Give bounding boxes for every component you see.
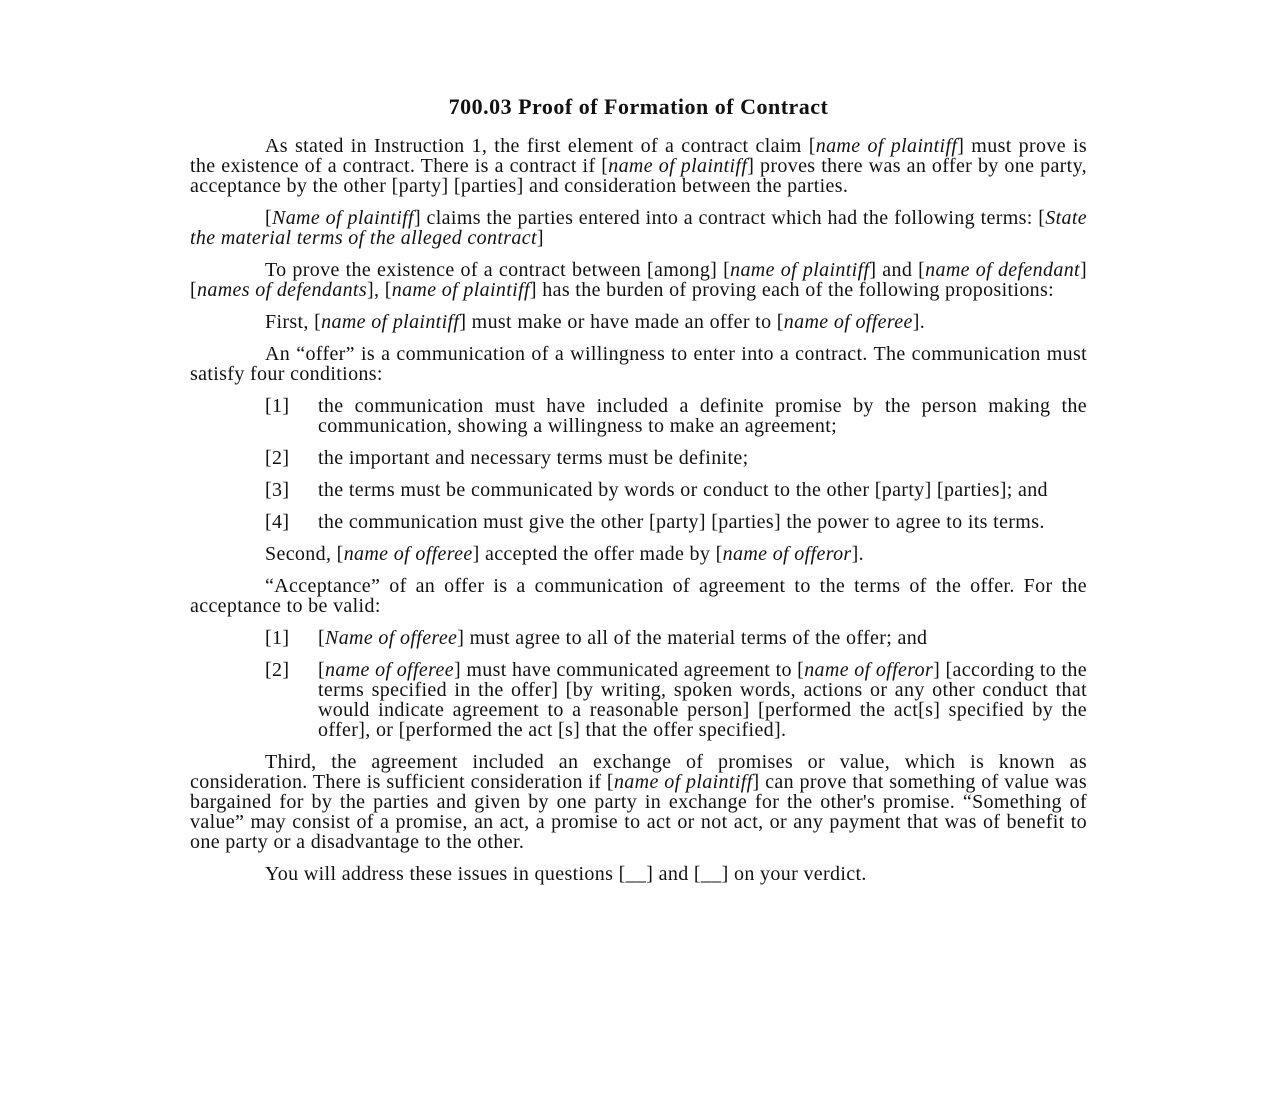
placeholder-run: name of plaintiff [321, 311, 460, 333]
acceptance-conditions-list [190, 628, 1087, 740]
paragraph-offer-definition [190, 344, 1087, 384]
document-title: 700.03 Proof of Formation of Contract [448, 94, 829, 119]
placeholder-run: names of defendants [197, 279, 367, 301]
text-run: ] [536, 227, 544, 249]
text-run: As stated in Instruction 1, the first element of a contract claim [ [265, 135, 816, 157]
text-run: ] must prove is the existence of a contract. There is a contract if [ [190, 135, 1088, 177]
text-run: the communication must give the other [party] [parties] the power to agree to its terms. [318, 511, 1045, 533]
placeholder-run: State the material terms of the alleged contract [190, 207, 1087, 249]
text-run: the important and necessary terms must be definite; [318, 447, 749, 469]
paragraph-second-proposition [190, 544, 1087, 564]
text-run: ] has the burden of proving each of the following propositions: [529, 279, 1055, 301]
text-run: [ [265, 207, 273, 229]
list-item-marker: [1] [265, 395, 290, 417]
text-run: ] [according to the terms specified in the offer] [by writing, spoken words, actions or any other conduct that would indicate agreement to a reasonable person] [performed the act[s] specified by the offer], or [performed the act [s] that the offer specified]. [318, 659, 1088, 741]
list-item-marker: [4] [265, 511, 290, 533]
paragraph-first-proposition [190, 312, 1087, 332]
paragraph-verdict-reference [190, 864, 1087, 884]
placeholder-run: name of offeror [722, 543, 852, 565]
text-run: Third, the agreement included an exchange of promises or value, which is known as consideration. There is sufficient consideration if [ [190, 751, 1087, 793]
placeholder-run: Name of offeree [325, 627, 458, 649]
paragraph-acceptance-definition [190, 576, 1087, 616]
text-run: “Acceptance” of an offer is a communication of agreement to the terms of the offer. For the acceptance to be valid: [190, 575, 1087, 617]
list-item-marker: [2] [265, 447, 290, 469]
text-run: ] proves there was an offer by one party, acceptance by the other [party] [parties] and consideration between the parties. [190, 155, 1087, 197]
placeholder-run: name of plaintiff [730, 259, 870, 281]
offer-conditions-list [190, 396, 1087, 532]
text-run: ], [ [366, 279, 392, 301]
text-run: ] must have communicated agreement to [ [453, 659, 805, 681]
acceptance-condition-item [190, 628, 1087, 648]
list-item-marker: [3] [265, 479, 290, 501]
paragraph-third-proposition [190, 752, 1087, 852]
text-run: An “offer” is a communication of a willingness to enter into a contract. The communication must satisfy four conditions: [190, 343, 1087, 385]
text-run: You will address these issues in questions [__] and [__] on your verdict. [265, 863, 867, 885]
placeholder-run: name of offeror [804, 659, 934, 681]
paragraph-contract-elements [190, 136, 1087, 196]
text-run: To prove the existence of a contract between [among] [ [265, 259, 731, 281]
text-run: [ [318, 627, 326, 649]
placeholder-run: name of offeree [343, 543, 473, 565]
placeholder-run: name of offeree [783, 311, 913, 333]
placeholder-run: name of offeree [325, 659, 454, 681]
offer-condition-item [190, 480, 1087, 500]
text-run: ] can prove that something of value was bargained for by the parties and given by one party in exchange for the other's promise. “Something of value” may consist of a promise, an act, a promise to act or not act, or any payment that was of benefit to one party or a disadvantage to the other. [190, 771, 1088, 853]
list-item-marker: [2] [265, 659, 290, 681]
text-run: ]. [912, 311, 926, 333]
placeholder-run: name of defendant [925, 259, 1080, 281]
text-run: the communication must have included a definite promise by the person making the communication, showing a willingness to make an agreement; [318, 395, 1087, 437]
placeholder-run: name of plaintiff [613, 771, 753, 793]
acceptance-condition-item [190, 660, 1087, 740]
text-run: the terms must be communicated by words or conduct to the other [party] [parties]; and [318, 479, 1048, 501]
text-run: [ [318, 659, 326, 681]
placeholder-run: name of plaintiff [608, 155, 748, 177]
offer-condition-item [190, 396, 1087, 436]
placeholder-run: name of plaintiff [815, 135, 958, 157]
text-run: Second, [ [265, 543, 344, 565]
offer-condition-item [190, 448, 1087, 468]
offer-condition-item [190, 512, 1087, 532]
text-run: ]. [851, 543, 864, 565]
text-run: ] claims the parties entered into a contract which had the following terms: [ [413, 207, 1046, 229]
text-run: ] accepted the offer made by [ [472, 543, 723, 565]
text-run: ] [ [190, 259, 1087, 301]
paragraph-claim-terms [190, 208, 1087, 248]
text-run: ] must make or have made an offer to [ [459, 311, 784, 333]
placeholder-run: name of plaintiff [391, 279, 530, 301]
text-run: ] must agree to all of the material terms of the offer; and [457, 627, 928, 649]
text-run: ] and [ [869, 259, 926, 281]
text-run: First, [ [265, 311, 322, 333]
list-item-marker: [1] [265, 627, 290, 649]
placeholder-run: Name of plaintiff [272, 207, 414, 229]
paragraph-burden-of-proof [190, 260, 1087, 300]
